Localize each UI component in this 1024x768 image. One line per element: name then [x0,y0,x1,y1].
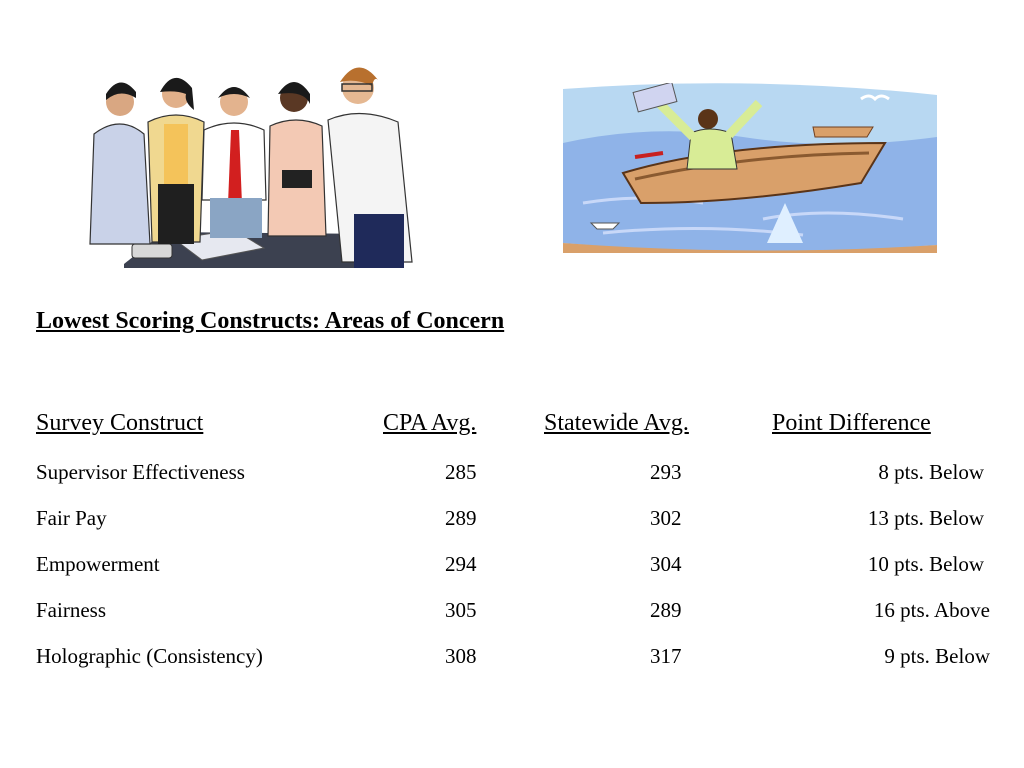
man-in-rowboat-clipart [563,83,937,253]
column-header-construct: Survey Construct [36,410,204,436]
column-header-cpa-avg: CPA Avg. [383,410,477,436]
construct-name: Empowerment [36,552,160,576]
statewide-avg: 302 [650,506,682,530]
statewide-avg: 293 [650,460,682,484]
column-header-statewide-avg: Statewide Avg. [544,410,689,436]
cpa-avg: 305 [445,598,477,622]
statewide-avg: 304 [650,552,682,576]
point-difference: 8 pts. Below [878,460,984,484]
point-difference: 16 pts. Above [873,598,990,622]
point-difference: 13 pts. Below [867,506,984,530]
cpa-avg: 289 [445,506,477,530]
cpa-avg: 294 [445,552,477,576]
statewide-avg: 317 [650,644,682,668]
construct-name: Supervisor Effectiveness [36,460,245,484]
construct-name: Fairness [36,598,106,622]
page-title: Lowest Scoring Constructs: Areas of Concern [36,308,505,334]
cpa-avg: 308 [445,644,477,668]
cpa-avg: 285 [445,460,477,484]
people-meeting-clipart [84,64,420,268]
construct-name: Fair Pay [36,506,107,530]
statewide-avg: 289 [650,598,682,622]
column-header-point-difference: Point Difference [772,410,931,436]
construct-name: Holographic (Consistency) [36,644,263,668]
point-difference: 10 pts. Below [867,552,984,576]
point-difference: 9 pts. Below [884,644,990,668]
